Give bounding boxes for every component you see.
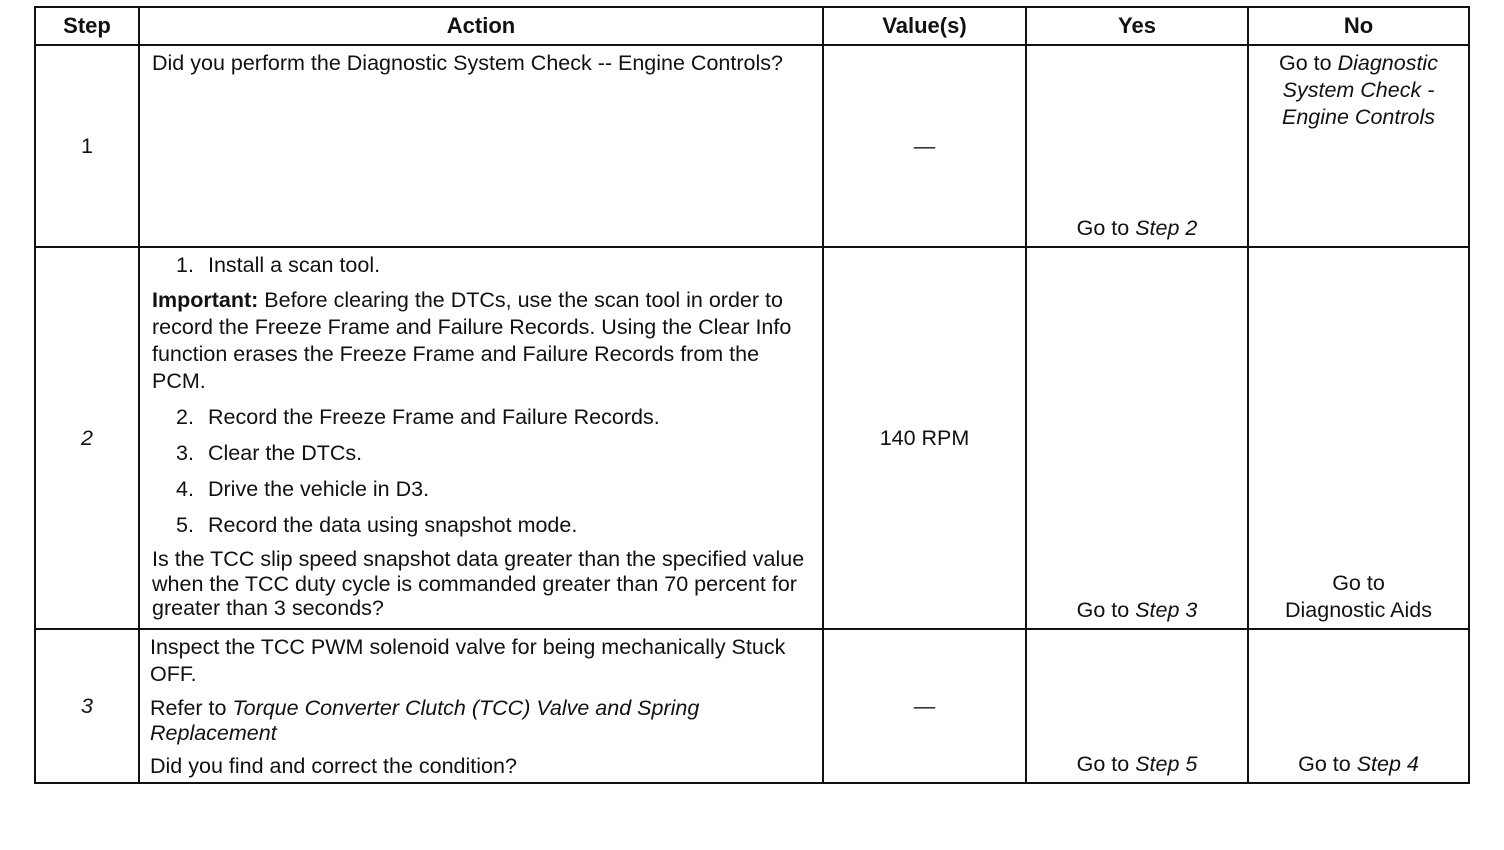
action-cell [139, 629, 823, 783]
step-number-text: 2 [81, 425, 93, 450]
list-item: 4. Drive the vehicle in D3. [176, 477, 430, 501]
procedure-list-b [152, 404, 810, 539]
diagnostic-table-page [34, 6, 1468, 784]
list-item: 2. Record the Freeze Frame and Failure Records. [176, 405, 660, 429]
yes-prefix: Go to [1076, 216, 1136, 240]
value-text: 140 RPM [879, 425, 970, 450]
list-item: 3. Clear the DTCs. [176, 441, 363, 465]
table-row-step-2 [35, 247, 1469, 629]
no-link-diagnostic-system-check[interactable]: Diagnostic System Check - Engine Controls [1282, 51, 1438, 129]
header-step: Step [35, 7, 139, 45]
value-cell [823, 45, 1026, 247]
question-text: Did you find and correct the condition? [150, 754, 517, 778]
yes-prefix: Go to [1076, 752, 1136, 776]
value-cell [823, 629, 1026, 783]
question-text: Is the TCC slip speed snapshot data greater than the specified value when the TCC duty cycle is commanded greater than 70 percent for greater than 3 seconds? [152, 547, 805, 620]
header-yes: Yes [1026, 7, 1248, 45]
list-item: 1. Install a scan tool. [176, 253, 381, 277]
no-link-step-4[interactable]: Step 4 [1356, 752, 1419, 776]
action-cell [139, 247, 823, 629]
step-number-text: 3 [81, 693, 93, 718]
action-text: Inspect the TCC PWM solenoid valve for being mechanically Stuck OFF. [150, 635, 786, 686]
header-no: No [1248, 7, 1469, 45]
important-note [152, 287, 810, 395]
yes-link-step-3[interactable]: Step 3 [1135, 598, 1198, 622]
important-label: Important: [152, 288, 259, 312]
value-text: — [913, 133, 936, 158]
no-prefix: Go to [1279, 51, 1338, 75]
action-cell [139, 45, 823, 247]
step-number: 1 [35, 45, 139, 247]
no-cell [1248, 247, 1469, 629]
yes-cell [1026, 45, 1248, 247]
no-cell [1248, 45, 1469, 247]
yes-cell [1026, 247, 1248, 629]
table-row-step-1 [35, 45, 1469, 247]
value-cell [823, 247, 1026, 629]
refer-text: Refer to Torque Converter Clutch (TCC) Valve and Spring Replacement [150, 696, 700, 745]
yes-link-step-2[interactable]: Step 2 [1135, 216, 1198, 240]
list-item: 5. Record the data using snapshot mode. [176, 513, 578, 537]
no-prefix: Go to [1298, 752, 1357, 776]
no-cell [1248, 629, 1469, 783]
yes-prefix: Go to [1076, 598, 1136, 622]
procedure-list-a [152, 252, 810, 279]
no-line-1: Go to [1332, 571, 1385, 595]
step-number [35, 629, 139, 783]
step-number [35, 247, 139, 629]
yes-link-step-5[interactable]: Step 5 [1135, 752, 1198, 776]
header-action: Action [139, 7, 823, 45]
action-text: Did you perform the Diagnostic System Check -- Engine Controls? [152, 51, 783, 75]
table-row-step-3 [35, 629, 1469, 783]
header-row [35, 7, 1469, 45]
no-link-diagnostic-aids[interactable]: Diagnostic Aids [1285, 598, 1432, 622]
refer-link[interactable]: Torque Converter Clutch (TCC) Valve and Spring Replacement [150, 696, 700, 745]
value-text: — [913, 693, 936, 718]
important-text: Before clearing the DTCs, use the scan tool in order to record the Freeze Frame and Failure Records. Using the Clear Info function erases the Freeze Frame and Failure Records from the PCM. [152, 288, 792, 393]
diagnostic-table [34, 6, 1470, 784]
yes-cell [1026, 629, 1248, 783]
header-values: Value(s) [823, 7, 1026, 45]
